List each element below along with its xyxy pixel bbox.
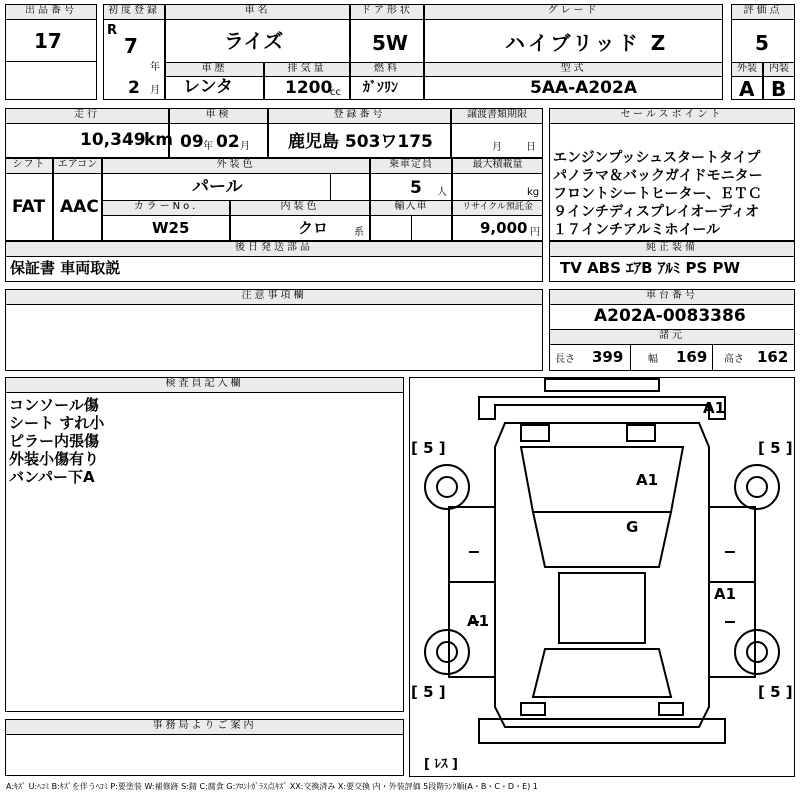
color-no-value: W25 <box>152 219 190 237</box>
model-code-header: 型式 <box>424 62 723 77</box>
max-load-header: 最大積載量 <box>452 158 543 174</box>
month-suffix: 月 <box>150 85 160 96</box>
reg-no-value: 鹿児島 503ワ175 <box>288 132 433 152</box>
ext-color-value: パール <box>192 177 243 197</box>
door-value: 5W <box>372 31 408 55</box>
car-diagram <box>409 377 795 777</box>
transfer-day-suffix: 日 <box>526 142 536 153</box>
office-header: 事務局よりご案内 <box>5 719 404 735</box>
reg-year-value: 7 <box>124 34 138 58</box>
aircon-header: エアコン <box>53 158 102 174</box>
inspector-note: ピラー内張傷 <box>9 432 100 450</box>
sales-point-item: フロントシートヒーター、ＥＴＣ <box>553 186 762 202</box>
transfer-header: 譲渡書類期限 <box>451 108 543 124</box>
lot-no-value: 17 <box>34 29 62 53</box>
int-score-value: B <box>771 77 787 101</box>
km-unit: km <box>144 130 174 150</box>
color-no-header: カラーNo. <box>102 200 230 216</box>
aircon-value: AAC <box>60 197 99 217</box>
import-header: 輸入車 <box>370 200 452 216</box>
damage-hood: A1 <box>636 471 659 489</box>
damage-rear-left: A1 <box>467 612 490 630</box>
legend: A:ｷｽﾞ U:ﾍｺﾐ B:ｷｽﾞを伴うﾍｺﾐ P:要塗装 W:補修跡 S:錆 C:腐食 G:ﾌﾛﾝﾄｶﾞﾗｽ点ｷｽﾞ XX:交換済み X:要交換 内・外装評価 5段階ﾗﾝｸ順(A・B・C・D・E) 1 <box>6 782 538 791</box>
inspection-year: 09 <box>180 132 204 152</box>
height-label: 高さ <box>724 354 744 365</box>
int-color-header: 内装色 <box>230 200 370 216</box>
fuel-value: ｶﾞｿﾘﾝ <box>363 80 398 96</box>
int-color-suffix: 系 <box>354 227 364 238</box>
tire-rear-right: [ 5 ] <box>758 683 793 701</box>
sales-point-item: エンジンプッシュスタートタイプ <box>553 150 761 166</box>
shift-header: シフト <box>5 158 53 174</box>
capacity-value: 5 <box>410 178 422 198</box>
car-name-value: ライズ <box>224 29 284 53</box>
score-header: 評価点 <box>731 4 795 20</box>
length-value: 399 <box>592 348 624 366</box>
transfer-month-suffix: 月 <box>492 142 502 153</box>
score-value: 5 <box>755 31 769 55</box>
reg-month-value: 2 <box>128 78 140 98</box>
sales-point-item: １７インチアルミホイール <box>553 222 721 238</box>
model-code-value: 5AA-A202A <box>530 78 637 98</box>
ins-year-suffix: 年 <box>203 141 213 152</box>
exterior-header: 外装 <box>731 62 763 77</box>
tire-front-left: [ 5 ] <box>411 439 446 457</box>
ext-score-value: A <box>739 77 755 101</box>
year-suffix: 年 <box>150 62 160 73</box>
office-box <box>5 734 404 776</box>
inspector-note: バンパー下A <box>9 468 95 486</box>
width-label: 幅 <box>648 354 658 365</box>
inspection-month: 02 <box>216 132 240 152</box>
capacity-header: 乗車定員 <box>370 158 452 174</box>
shift-value: FAT <box>12 197 46 217</box>
specs-header: 諸元 <box>549 329 795 345</box>
sales-point-item: パノラマ＆バックガイドモニター <box>553 168 763 184</box>
std-equipment-value: TV ABS ｴｱB ｱﾙﾐ PS PW <box>560 259 741 277</box>
grade-value: ハイブリッド Z <box>505 31 669 55</box>
person-suffix: 人 <box>437 187 447 198</box>
chassis-header: 車台番号 <box>549 289 795 305</box>
inspector-header: 検査員記入欄 <box>5 377 404 393</box>
length-label: 長さ <box>555 354 575 365</box>
chassis-value: A202A-0083386 <box>594 306 746 326</box>
inspector-notes <box>9 396 104 486</box>
caution-box <box>5 304 543 371</box>
history-value: レンタ <box>183 77 233 97</box>
yen-unit: 円 <box>530 227 540 238</box>
damage-front: A1 <box>703 399 726 417</box>
car-name-header: 車名 <box>165 4 350 20</box>
ext-color-header: 外装色 <box>102 158 370 174</box>
reg-no-header: 登録番号 <box>268 108 451 124</box>
caution-header: 注意事項欄 <box>5 289 543 305</box>
spare-tire: [ ﾚｽ ] <box>424 757 458 772</box>
int-color-value: クロ <box>298 219 329 237</box>
inspector-note: シート すれ小 <box>9 414 105 432</box>
lot-no-header: 出品番号 <box>5 4 97 20</box>
inspection-header: 車検 <box>169 108 268 124</box>
first-reg-header: 初度登録 <box>103 4 165 20</box>
grade-header: グレード <box>424 4 723 20</box>
damage-windshield: G <box>626 518 639 536</box>
mileage-value: 10,349 <box>80 130 146 150</box>
sales-point-list <box>553 149 763 239</box>
inspector-note: コンソール傷 <box>9 396 99 414</box>
ins-month-suffix: 月 <box>240 141 250 152</box>
height-value: 162 <box>757 348 789 366</box>
tire-rear-left: [ 5 ] <box>411 683 446 701</box>
later-parts-value: 保証書 車両取説 <box>10 259 121 277</box>
door-header: ドア形状 <box>350 4 424 20</box>
displacement-header: 排気量 <box>264 62 350 77</box>
width-value: 169 <box>676 348 708 366</box>
era-label: R <box>107 23 118 38</box>
std-equipment-header: 純正装備 <box>549 241 795 257</box>
displacement-value: 1200 <box>285 78 333 98</box>
fuel-header: 燃料 <box>350 62 424 77</box>
tire-front-right: [ 5 ] <box>758 439 793 457</box>
later-parts-header: 後日発送部品 <box>5 241 543 257</box>
kg-unit: kg <box>527 187 540 198</box>
interior-header: 内装 <box>763 62 795 77</box>
recycle-value: 9,000 <box>480 219 528 237</box>
sales-point-item: ９インチディスプレイオーディオ <box>553 204 760 220</box>
mileage-header: 走行 <box>5 108 169 124</box>
sales-point-header: セールスポイント <box>549 108 795 124</box>
damage-rear-right: A1 <box>714 585 737 603</box>
history-header: 車歴 <box>165 62 264 77</box>
cc-unit: cc <box>330 87 341 98</box>
inspector-note: 外装小傷有り <box>9 450 100 468</box>
recycle-header: リサイクル預託金 <box>452 200 543 216</box>
